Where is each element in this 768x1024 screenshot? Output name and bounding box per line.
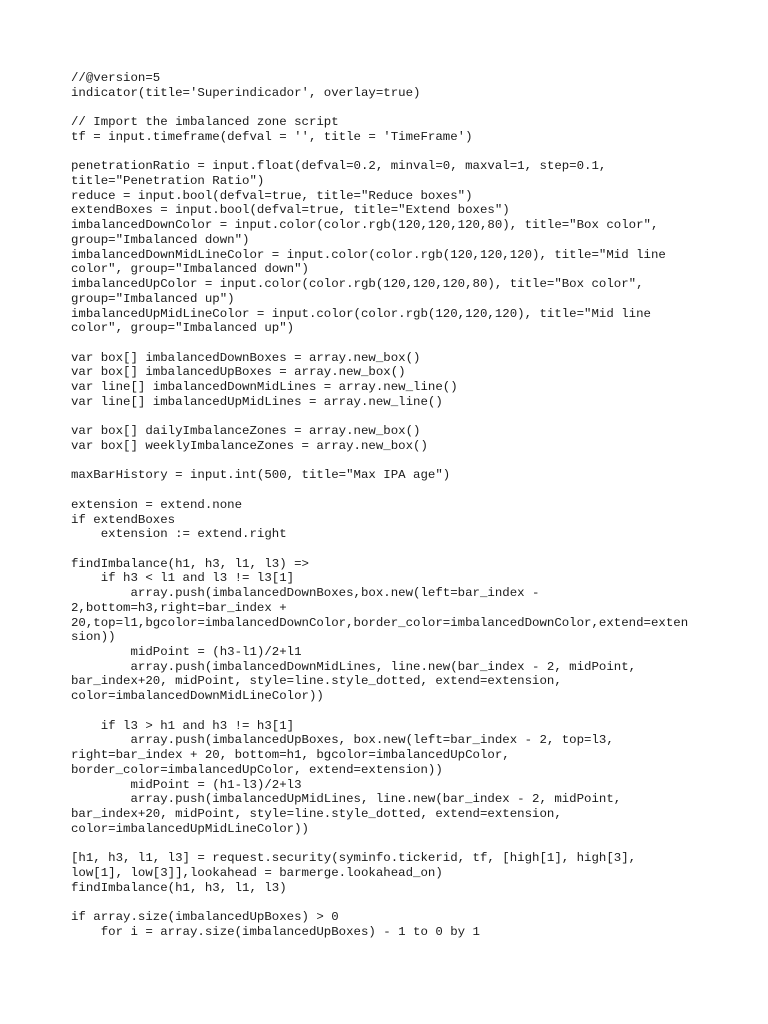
code-line: indicator(title='Superindicador', overlay=true) bbox=[71, 85, 421, 100]
code-line: midPoint = (h3-l1)/2+l1 bbox=[71, 645, 302, 660]
code-line: findImbalance(h1, h3, l1, l3) bbox=[71, 880, 287, 895]
code-line: array.push(imbalancedDownBoxes,box.new(left=bar_index - bbox=[71, 586, 540, 601]
code-line bbox=[71, 704, 731, 719]
code-line: findImbalance(h1, h3, l1, l3) => bbox=[71, 556, 309, 571]
code-line: extension = extend.none bbox=[71, 497, 243, 512]
code-line: imbalancedDownColor = input.color(color.rgb(120,120,120,80), title="Box color", bbox=[71, 218, 659, 233]
code-line bbox=[71, 454, 731, 469]
code-block bbox=[71, 71, 731, 939]
code-line: var line[] imbalancedDownMidLines = array.new_line() bbox=[71, 380, 458, 395]
code-line: group="Imbalanced down") bbox=[71, 232, 250, 247]
code-line: sion)) bbox=[71, 630, 116, 645]
code-line: reduce = input.bool(defval=true, title="Reduce boxes") bbox=[71, 188, 473, 203]
code-line: midPoint = (h1-l3)/2+l3 bbox=[71, 777, 302, 792]
code-line: array.push(imbalancedUpMidLines, line.new(bar_index - 2, midPoint, bbox=[71, 792, 622, 807]
code-line: var box[] imbalancedDownBoxes = array.new_box() bbox=[71, 350, 421, 365]
code-line: title="Penetration Ratio") bbox=[71, 174, 265, 189]
code-line: tf = input.timeframe(defval = '', title = 'TimeFrame') bbox=[71, 129, 473, 144]
code-line: color", group="Imbalanced up") bbox=[71, 321, 295, 336]
code-line: low[1], low[3]],lookahead = barmerge.lookahead_on) bbox=[71, 865, 443, 880]
code-line: array.push(imbalancedDownMidLines, line.new(bar_index - 2, midPoint, bbox=[71, 659, 637, 674]
code-line: maxBarHistory = input.int(500, title="Max IPA age") bbox=[71, 468, 451, 483]
code-line: [h1, h3, l1, l3] = request.security(syminfo.tickerid, tf, [high[1], high[3], bbox=[71, 851, 637, 866]
code-line: for i = array.size(imbalancedUpBoxes) - 1 to 0 by 1 bbox=[71, 924, 480, 939]
code-line: bar_index+20, midPoint, style=line.style_dotted, extend=extension, bbox=[71, 674, 562, 689]
code-line: bar_index+20, midPoint, style=line.style_dotted, extend=extension, bbox=[71, 806, 562, 821]
code-line: color=imbalancedDownMidLineColor)) bbox=[71, 689, 324, 704]
code-line: if h3 < l1 and l3 != l3[1] bbox=[71, 571, 295, 586]
code-line bbox=[71, 145, 731, 160]
code-line: color", group="Imbalanced down") bbox=[71, 262, 309, 277]
code-line: color=imbalancedUpMidLineColor)) bbox=[71, 821, 309, 836]
code-line bbox=[71, 836, 731, 851]
code-line: var box[] imbalancedUpBoxes = array.new_box() bbox=[71, 365, 406, 380]
code-line: if array.size(imbalancedUpBoxes) > 0 bbox=[71, 909, 339, 924]
code-line: border_color=imbalancedUpColor, extend=extension)) bbox=[71, 762, 443, 777]
code-line: extension := extend.right bbox=[71, 527, 287, 542]
code-line bbox=[71, 336, 731, 351]
code-line: // Import the imbalanced zone script bbox=[71, 115, 339, 130]
code-line: imbalancedUpColor = input.color(color.rgb(120,120,120,80), title="Box color", bbox=[71, 277, 644, 292]
code-line bbox=[71, 895, 731, 910]
code-line: 20,top=l1,bgcolor=imbalancedDownColor,border_color=imbalancedDownColor,extend=exten bbox=[71, 615, 689, 630]
code-line: //@version=5 bbox=[71, 71, 161, 85]
code-line: if l3 > h1 and h3 != h3[1] bbox=[71, 718, 295, 733]
code-line: var box[] weeklyImbalanceZones = array.new_box() bbox=[71, 438, 428, 453]
code-line: extendBoxes = input.bool(defval=true, title="Extend boxes") bbox=[71, 203, 510, 218]
code-line: array.push(imbalancedUpBoxes, box.new(left=bar_index - 2, top=l3, bbox=[71, 733, 614, 748]
code-line: var line[] imbalancedUpMidLines = array.new_line() bbox=[71, 394, 443, 409]
code-line bbox=[71, 542, 731, 557]
code-line bbox=[71, 100, 731, 115]
code-line: right=bar_index + 20, bottom=h1, bgcolor=imbalancedUpColor, bbox=[71, 748, 510, 763]
code-line: var box[] dailyImbalanceZones = array.new_box() bbox=[71, 424, 421, 439]
code-line bbox=[71, 483, 731, 498]
code-line: imbalancedUpMidLineColor = input.color(color.rgb(120,120,120), title="Mid line bbox=[71, 306, 651, 321]
code-line: 2,bottom=h3,right=bar_index + bbox=[71, 600, 287, 615]
code-line: if extendBoxes bbox=[71, 512, 176, 527]
code-line bbox=[71, 410, 731, 425]
code-line: penetrationRatio = input.float(defval=0.2, minval=0, maxval=1, step=0.1, bbox=[71, 159, 607, 174]
code-line: imbalancedDownMidLineColor = input.color(color.rgb(120,120,120), title="Mid line bbox=[71, 247, 666, 262]
code-line: group="Imbalanced up") bbox=[71, 291, 235, 306]
